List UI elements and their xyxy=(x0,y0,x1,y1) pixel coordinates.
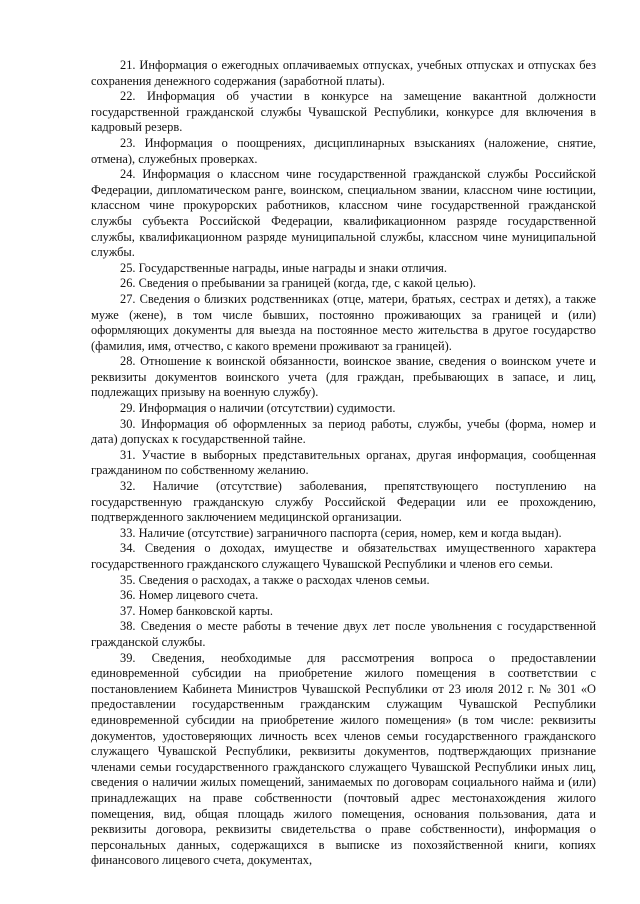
item-text: Информация об участии в конкурсе на замещение вакантной должности государственной гражданской службы Чувашской Республики, конкурсе для включения в кадровый резерв. xyxy=(91,89,597,135)
item-text: Сведения о месте работы в течение двух лет после увольнения с государственной гражданской службы. xyxy=(91,619,596,649)
list-item xyxy=(91,573,596,589)
list-item xyxy=(91,401,596,417)
item-number: 27. xyxy=(120,291,136,306)
item-text: Информация об оформленных за период работы, службы, учебы (форма, номер и дата) допусках к государственной тайне. xyxy=(91,416,596,447)
list-item xyxy=(91,136,596,167)
list-item xyxy=(91,167,596,261)
item-number: 33. xyxy=(120,525,136,540)
item-text: Информация о классном чине государственной гражданской службы Российской Федерации, дипломатическом ранге, воинском, специальном звании, классном чине юстиции, классном чине прокурорских работников, классном чине государственной гражданской службы субъекта Российской Федерации, квалификационном разряде государственной службы, квалификационном разряде муниципальной службы, классном чине муниципальной службы. xyxy=(91,167,596,260)
item-text: Государственные награды, иные награды и знаки отличия. xyxy=(138,260,447,275)
item-number: 29. xyxy=(120,401,136,416)
list-item xyxy=(91,292,596,354)
item-text: Сведения, необходимые для рассмотрения вопроса о предоставлении единовременной субсидии на приобретение жилого помещения в соответствии с постановлением Кабинета Министров Чувашской Республики от 23 июля 2012 г. № 301 «О предоставлении государственным гражданским служащим Чувашской Республики единовременной субсидии на приобретение жилого помещения» (в том числе: реквизиты документов, удостоверяющих личность всех членов семьи государственного гражданского служащего Чувашской Республики, реквизиты документов, подтверждающих признание членами семьи государственного гражданского служащего Чувашской Республики иных лиц, сведения о наличии жилых помещений, занимаемых по договорам социального найма и (или) принадлежащих на праве собственности (почтовый адрес местонахождения жилого помещения, вид, общая площадь жилого помещения, основания пользования, дата и реквизиты договора, реквизиты свидетельства о праве собственности), информация о персональных данных, содержащихся в выписке из похозяйственной книги, копиях финансового лицевого счета, документах, xyxy=(91,650,596,868)
list-item xyxy=(91,479,596,526)
list-item xyxy=(91,58,596,89)
item-number: 21. xyxy=(120,58,136,72)
item-text: Номер лицевого счета. xyxy=(138,588,259,603)
numbered-list xyxy=(91,58,596,869)
list-item xyxy=(91,276,596,292)
list-item xyxy=(91,588,596,604)
item-text: Отношение к воинской обязанности, воинское звание, сведения о воинском учете и реквизиты документов воинского учета (для граждан, пребывающих в запасе, и лиц, подлежащих призыву на военную службу). xyxy=(91,354,596,400)
item-number: 37. xyxy=(120,603,136,618)
list-item xyxy=(91,448,596,479)
list-item xyxy=(91,541,596,572)
item-text: Номер банковской карты. xyxy=(138,603,273,618)
item-number: 32. xyxy=(120,479,136,494)
item-text: Сведения о доходах, имуществе и обязательствах имущественного характера государственного гражданского служащего Чувашской Республики и членов его семьи. xyxy=(91,541,596,571)
item-number: 22. xyxy=(120,89,136,104)
list-item xyxy=(91,261,596,277)
item-number: 23. xyxy=(120,135,136,150)
item-number: 26. xyxy=(120,276,136,291)
list-item xyxy=(91,604,596,620)
item-number: 25. xyxy=(120,260,136,275)
item-number: 38. xyxy=(120,619,136,634)
list-item xyxy=(91,526,596,542)
item-number: 36. xyxy=(120,588,136,603)
item-text: Участие в выборных представительных органах, другая информация, сообщенная гражданином по собственному желанию. xyxy=(91,447,596,478)
list-item xyxy=(91,417,596,448)
item-text: Наличие (отсутствие) заграничного паспорта (серия, номер, кем и когда выдан). xyxy=(138,525,562,540)
item-text: Сведения о расходах, а также о расходах членов семьи. xyxy=(138,572,430,587)
list-item xyxy=(91,619,596,650)
item-text: Информация о поощрениях, дисциплинарных взысканиях (наложение, снятие, отмена), служебных проверках. xyxy=(91,135,596,166)
item-number: 39. xyxy=(120,650,136,665)
item-text: Наличие (отсутствие) заболевания, препятствующего поступлению на государственную гражданскую службу Российской Федерации или ее прохождению, подтвержденного заключением медицинской организации. xyxy=(91,479,596,525)
item-text: Информация о наличии (отсутствии) судимости. xyxy=(138,401,396,416)
item-number: 31. xyxy=(120,447,136,462)
list-item xyxy=(91,354,596,401)
item-number: 35. xyxy=(120,572,136,587)
item-number: 34. xyxy=(120,541,136,556)
item-text: Сведения о близких родственниках (отце, матери, братьях, сестрах и детях), а также муже (жене), в том числе бывших, постоянно проживающих за границей и (или) оформляющих документы для выезда на постоянное место жительства в другое государство (фамилия, имя, отчество, с какого времени проживают за границей). xyxy=(91,291,596,353)
item-text: Информация о ежегодных оплачиваемых отпусках, учебных отпусках и отпусках без сохранения денежного содержания (заработной платы). xyxy=(91,58,596,88)
list-item xyxy=(91,651,596,869)
item-text: Сведения о пребывании за границей (когда, где, с какой целью). xyxy=(138,276,476,291)
item-number: 24. xyxy=(120,167,136,182)
item-number: 30. xyxy=(120,416,136,431)
item-number: 28. xyxy=(120,354,136,369)
list-item xyxy=(91,89,596,136)
